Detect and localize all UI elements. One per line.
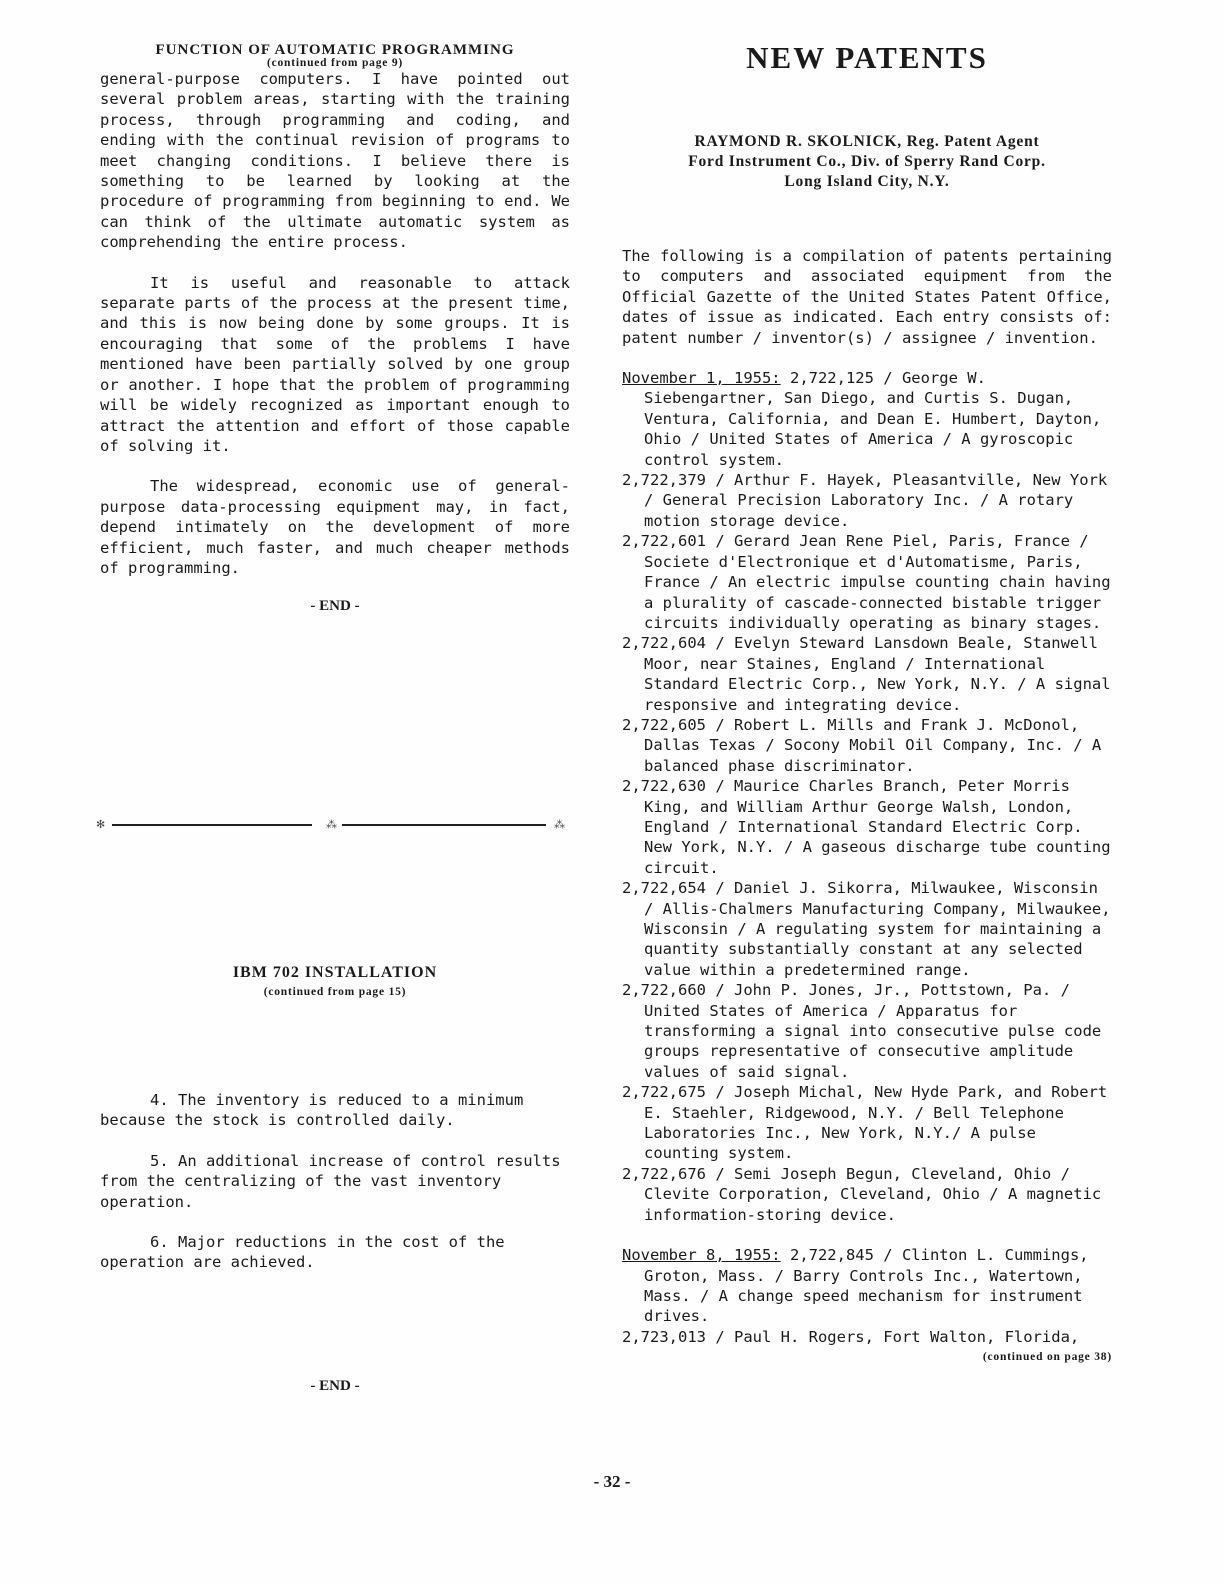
patent-group bbox=[622, 1245, 1112, 1347]
section-divider bbox=[96, 818, 566, 832]
patent-entry: 2,722,379 / Arthur F. Hayek, Pleasantville, New York / General Precision Laboratory Inc. / A rotary motion storage device. bbox=[622, 471, 1108, 530]
asterisk-ornament: ⁂ bbox=[554, 818, 565, 831]
issue-date: November 8, 1955: bbox=[622, 1246, 781, 1265]
numbered-point: 4. The inventory is reduced to a minimum because the stock is controlled daily. bbox=[100, 1091, 524, 1130]
patent-entry: November 1, 1955: 2,722,125 / George W. Siebengartner, San Diego, and Curtis S. Dugan, Ventura, California, and Dean E. Humbert, Dayton, Ohio / United States of America / A gyroscopic control system. bbox=[622, 369, 1102, 469]
end-marker: - END - bbox=[310, 598, 360, 615]
page-number: - 32 - bbox=[593, 1472, 631, 1491]
patent-entry: 2,722,654 / Daniel J. Sikorra, Milwaukee, Wisconsin / Allis-Chalmers Manufacturing Company, Milwaukee, Wisconsin / A regulating system for maintaining a quantity substantially constant at any selected value within a predetermined range. bbox=[622, 879, 1111, 979]
patent-entry: November 8, 1955: 2,722,845 / Clinton L. Cummings, Groton, Mass. / Barry Controls Inc., Watertown, Mass. / A change speed mechanism for instrument drives. bbox=[622, 1246, 1089, 1326]
patent-group bbox=[622, 368, 1112, 1225]
issue-date: November 1, 1955: bbox=[622, 369, 781, 388]
patent-entry: 2,722,604 / Evelyn Steward Lansdown Beale, Stanwell Moor, near Staines, England / International Standard Electric Corp., New York, N.Y. / A signal responsive and integrating device. bbox=[622, 634, 1111, 714]
paragraph: The widespread, economic use of general-purpose data-processing equipment may, in fact, depend intimately on the development of more efficient, much faster, and much cheaper methods of programming. bbox=[100, 477, 570, 577]
new-patents-title: NEW PATENTS bbox=[746, 40, 988, 75]
patent-entry: 2,722,601 / Gerard Jean Rene Piel, Paris, France / Societe d'Electronique et d'Automatisme, Paris, France / An electric impulse counting chain having a plurality of cascade-connected bistable trigger circuits individually operating as binary stages. bbox=[622, 532, 1111, 632]
article-ibm-702 bbox=[100, 964, 570, 1273]
author-company: Ford Instrument Co., Div. of Sperry Rand Corp. bbox=[688, 153, 1046, 170]
numbered-point: 6. Major reductions in the cost of the operation are achieved. bbox=[100, 1233, 505, 1272]
continued-from-note: (continued from page 9) bbox=[266, 57, 404, 69]
paragraph: general-purpose computers. I have pointed out several problem areas, starting with the training process, through programming and coding, and ending with the continual revision of programs to meet changing conditions. I believe there is something to be learned by looking at the procedure of programming from beginning to end. We can think of the ultimate automatic system as comprehending the entire process. bbox=[100, 70, 570, 252]
article-title-ibm-702: IBM 702 INSTALLATION bbox=[232, 964, 438, 981]
author-location: Long Island City, N.Y. bbox=[784, 173, 950, 190]
patent-entry: 2,722,605 / Robert L. Mills and Frank J. McDonol, Dallas Texas / Socony Mobil Oil Company, Inc. / A balanced phase discriminator. bbox=[622, 715, 1102, 775]
author-block bbox=[622, 132, 1112, 192]
left-column bbox=[100, 42, 570, 615]
patent-entry: 2,722,660 / John P. Jones, Jr., Pottstown, Pa. / United States of America / Apparatus for transforming a signal into consecutive pulse code groups representative of consecutive amplitude values of said signal. bbox=[622, 981, 1102, 1081]
asterisk-ornament: ✻ bbox=[96, 818, 106, 831]
numbered-point: 5. An additional increase of control results from the centralizing of the vast inventory operation. bbox=[100, 1151, 561, 1211]
divider-line bbox=[112, 824, 312, 826]
divider-line bbox=[342, 824, 546, 826]
intro-paragraph: The following is a compilation of patents pertaining to computers and associated equipment from the Official Gazette of the United States Patent Office, dates of issue as indicated. Each entry consists of: patent number / inventor(s) / assignee / invention. bbox=[622, 247, 1112, 347]
continued-on-note: (continued on page 38) bbox=[982, 1351, 1112, 1364]
continued-from-note: (continued from page 15) bbox=[263, 986, 407, 998]
patent-entry: 2,723,013 / Paul H. Rogers, Fort Walton, Florida, bbox=[622, 1327, 1080, 1346]
paragraph: It is useful and reasonable to attack separate parts of the process at the present time, and this is now being done by some groups. It is encouraging that some of the problems I have mentioned have been partially solved by one group or another. I hope that the problem of programming will be widely recognized as important enough to attract the attention and effort of those capable of solving it. bbox=[100, 273, 570, 455]
patent-entry: 2,722,676 / Semi Joseph Begun, Cleveland, Ohio / Clevite Corporation, Cleveland, Ohio / A magnetic information-storing device. bbox=[622, 1164, 1102, 1224]
author-name: RAYMOND R. SKOLNICK, Reg. Patent Agent bbox=[694, 133, 1040, 150]
asterisk-ornament: ⁂ bbox=[326, 818, 337, 831]
right-column bbox=[622, 40, 1112, 1363]
end-marker: - END - bbox=[310, 1378, 360, 1394]
patent-entry: 2,722,675 / Joseph Michal, New Hyde Park, and Robert E. Staehler, Ridgewood, N.Y. / Bell Telephone Laboratories Inc., New York, N.Y./ A pulse counting system. bbox=[622, 1083, 1108, 1163]
patent-entry: 2,722,630 / Maurice Charles Branch, Peter Morris King, and William Arthur George Walsh, London, England / International Standard Electric Corp. New York, N.Y. / A gaseous discharge tube counting circuit. bbox=[622, 777, 1111, 877]
article-title-automatic-programming: FUNCTION OF AUTOMATIC PROGRAMMING bbox=[155, 42, 515, 58]
